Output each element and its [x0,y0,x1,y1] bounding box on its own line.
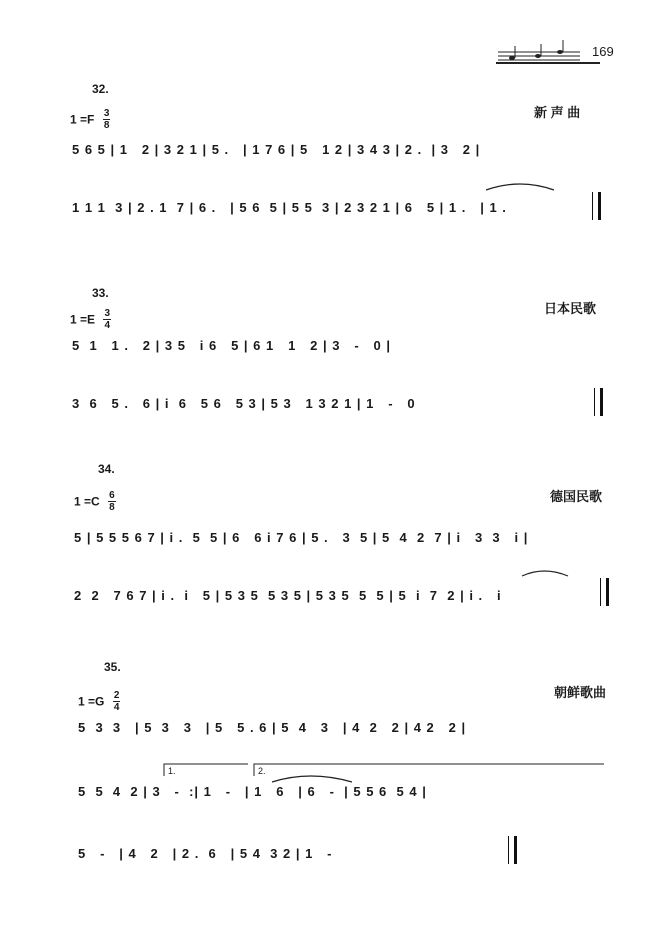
notation-line: 5 3 3 | 5 3 3 | 5 5 . 6 | 5 4 3 | 4 2 2 | 4 2 2 | [78,720,467,735]
tie-slur [522,571,568,576]
notation-line: 5 - | 4 2 | 2 . 6 | 5 4 3 2 | 1 - [78,846,333,861]
tie-slur [272,776,352,782]
ts-bottom: 8 [103,120,110,131]
notation-line: 1 1 1 3 | 2 . 1 7 | 6 . | 5 6 5 | 5 5 3 | 2 3 2 1 | 6 5 | 1 . | 1 . [72,200,507,215]
notation-line: 5 | 5 5 5 6 7 | i . 5 5 | 6 6 i 7 6 | 5 . 3 5 | 5 4 2 7 | i 3 3 i | [74,530,529,545]
ts-bottom: 8 [109,502,115,513]
volta-label: 2. [258,766,266,776]
piece-title: 朝鲜歌曲 [554,685,607,700]
notation-line: 2 2 7 6 7 | i . i 5 | 5 3 5 5 3 5 | 5 3 5 5 5 | 5 i 7 2 | i . i [74,588,502,603]
ts-top: 3 [103,108,110,119]
key-label: 1 =F [70,112,95,127]
key-label: 1 =G [78,694,105,709]
ts-top: 2 [113,690,120,701]
example-number: 34. [98,462,115,476]
piece-title: 日本民歌 [544,301,597,316]
ts-bottom: 4 [113,702,120,713]
example-number: 35. [104,660,121,674]
ts-bottom: 4 [104,320,111,331]
page-number: 169 [592,44,614,59]
notation-line: 5 5 4 2 | 3 - :| 1 - | 1 6 | 6 - | 5 5 6 5 4 | [78,784,427,799]
notation-line: 5 6 5 | 1 2 | 3 2 1 | 5 . | 1 7 6 | 5 1 2 | 3 4 3 | 2 . | 3 2 | [72,142,481,157]
volta-label: 1. [168,766,176,776]
notation-line: 3 6 5 . 6 | i 6 5 6 5 3 | 5 3 1 3 2 1 | 1 - 0 [72,396,416,411]
volta-bracket [254,764,604,776]
ts-top: 6 [109,490,115,501]
example-number: 32. [92,82,109,96]
notation-line: 5 1 1 . 2 | 3 5 i 6 5 | 6 1 1 2 | 3 - 0 | [72,338,391,353]
key-label: 1 =C [74,494,100,509]
example-number: 33. [92,286,109,300]
tie-slur [486,184,554,190]
piece-title: 德国民歌 [550,489,603,504]
ts-top: 3 [104,308,111,319]
piece-title: 新 声 曲 [534,105,581,120]
volta-bracket [164,764,248,776]
key-label: 1 =E [70,312,96,327]
